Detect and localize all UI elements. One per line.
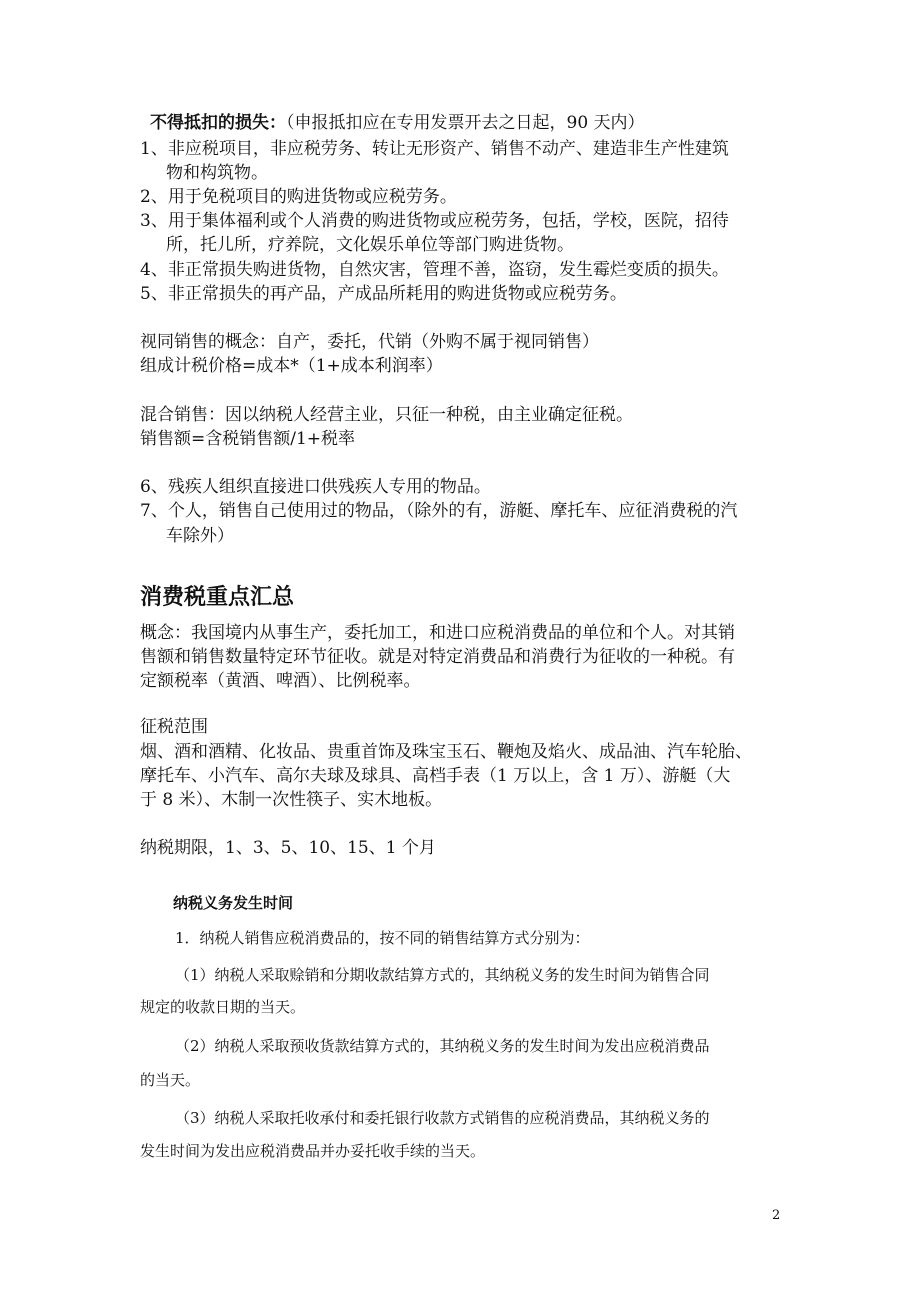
deemed-sales: 视同销售的概念：自产，委托，代销（外购不属于视同销售） (140, 332, 599, 352)
scope-line-2: 摩托车、小汽车、高尔夫球及球具、高档手表（1 万以上，含 1 万）、游艇（大 (140, 766, 731, 786)
list-item-7: 7、个人，销售自己使用过的物品，（除外的有，游艇、摩托车、应征消费税的汽 (140, 501, 738, 521)
tax-period: 纳税期限，1、3、5、10、15、1 个月 (140, 838, 436, 858)
page-number: 2 (772, 1208, 781, 1223)
obligation-line-3: （2）纳税人采取预收货款结算方式的，其纳税义务的发生时间为发出应税消费品 (175, 1037, 710, 1055)
list-item-3-cont: 所，托儿所，疗养院，文化娱乐单位等部门购进货物。 (166, 235, 574, 255)
list-item-6: 6、残疾人组织直接进口供残疾人专用的物品。 (140, 477, 491, 497)
obligation-line-4: （3）纳税人采取托收承付和委托银行收款方式销售的应税消费品，其纳税义务的 (175, 1109, 710, 1127)
mixed-sales: 混合销售：因以纳税人经营主业，只征一种税，由主业确定征税。 (140, 405, 633, 425)
concept-line-3: 定额税率（黄酒、啤酒）、比例税率。 (140, 671, 421, 691)
list-item-5: 5、非正常损失的再产品，产成品所耗用的购进货物或应税劳务。 (140, 284, 627, 304)
obligation-line-1: 1．纳税人销售应税消费品的，按不同的销售结算方式分别为： (175, 929, 590, 947)
obligation-line-4-cont: 发生时间为发出应税消费品并办妥托收手续的当天。 (140, 1142, 486, 1160)
obligation-line-2: （1）纳税人采取赊销和分期收款结算方式的，其纳税义务的发生时间为销售合同 (175, 966, 710, 984)
list-item-1-cont: 物和构筑物。 (166, 163, 268, 183)
non-deductible-heading-line (150, 112, 645, 134)
consumption-tax-heading: 消费税重点汇总 (140, 585, 295, 610)
scope-line-1: 烟、酒和酒精、化妆品、贵重首饰及珠宝玉石、鞭炮及焰火、成品油、汽车轮胎、 (140, 742, 752, 762)
list-item-2: 2、用于免税项目的购进货物或应税劳务。 (140, 187, 457, 207)
composite-price: 组成计税价格=成本*（1+成本利润率） (140, 356, 443, 376)
obligation-line-2-cont: 规定的收款日期的当天。 (140, 998, 306, 1016)
concept-line-1: 概念：我国境内从事生产，委托加工，和进口应税消费品的单位和个人。对其销 (140, 623, 735, 643)
obligation-title: 纳税义务发生时间 (173, 894, 294, 912)
sales-amount: 销售额=含税销售额/1+税率 (140, 429, 356, 449)
list-item-4: 4、非正常损失购进货物，自然灾害，管理不善，盗窃，发生霉烂变质的损失。 (140, 260, 729, 280)
non-deductible-title: 不得抵扣的损失： (150, 113, 286, 133)
obligation-line-3-cont: 的当天。 (140, 1071, 201, 1089)
list-item-1: 1、非应税项目，非应税劳务、转让无形资产、销售不动产、建造非生产性建筑 (140, 139, 729, 159)
list-item-3: 3、用于集体福利或个人消费的购进货物或应税劳务，包括，学校，医院，招待 (140, 211, 729, 231)
scope-line-3: 于 8 米）、木制一次性筷子、实木地板。 (140, 790, 443, 810)
concept-line-2: 售额和销售数量特定环节征收。就是对特定消费品和消费行为征收的一种税。有 (140, 647, 735, 667)
list-item-7-cont: 车除外） (166, 526, 234, 546)
non-deductible-note: （申报抵扣应在专用发票开去之日起，90 天内） (286, 113, 645, 133)
scope-title: 征税范围 (140, 717, 208, 737)
